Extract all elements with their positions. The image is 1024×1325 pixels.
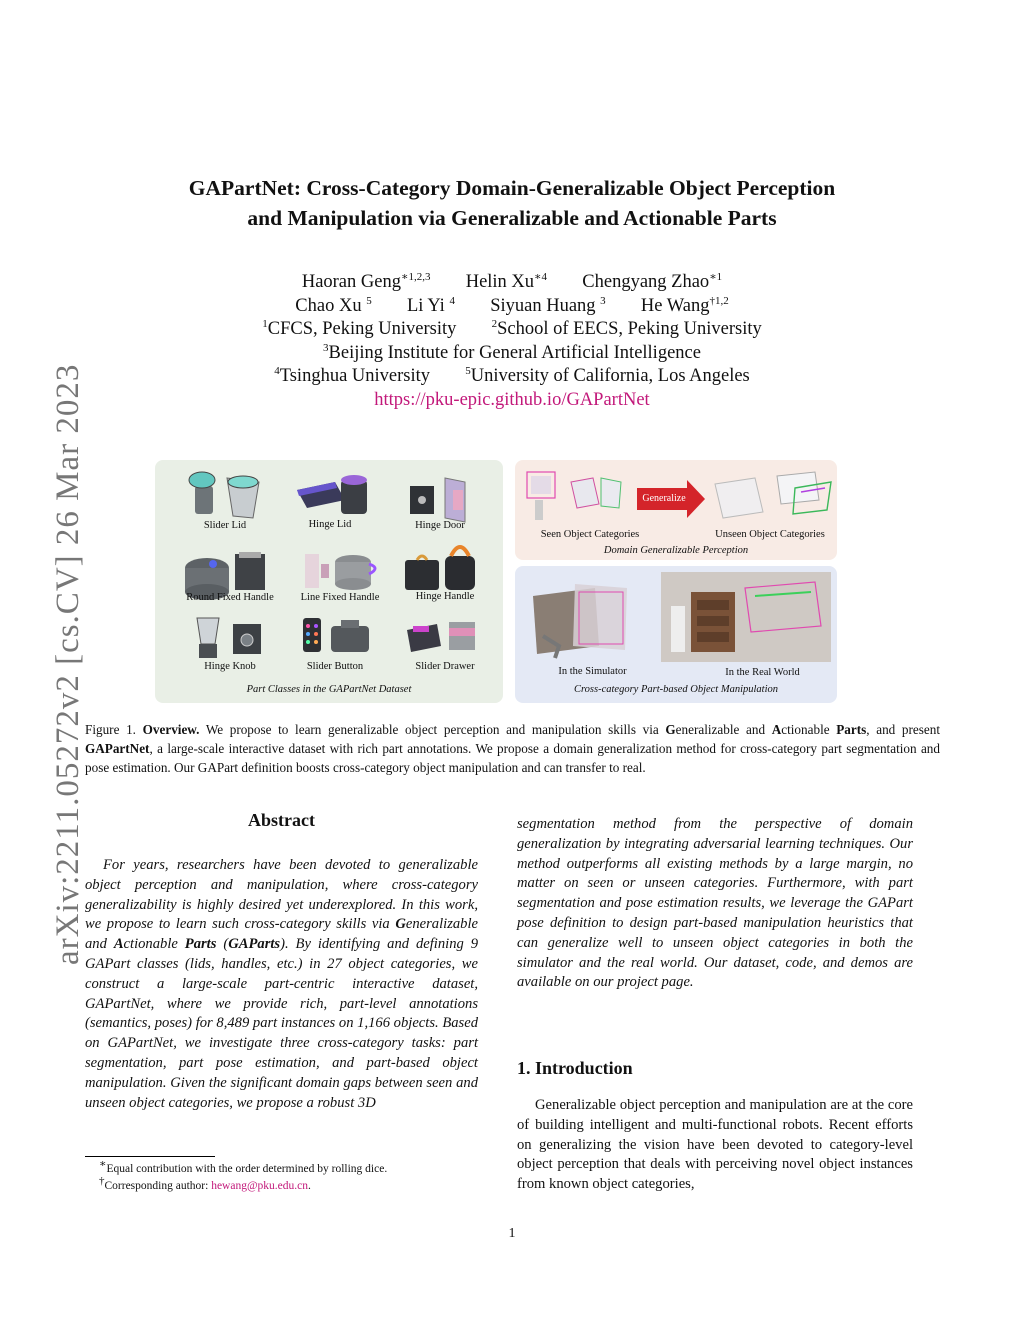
arxiv-stamp-text: arXiv:2211.05272v2 [cs.CV] 26 Mar 2023	[50, 363, 86, 965]
simulator-scene	[533, 584, 627, 658]
label-line-fixed-handle: Line Fixed Handle	[300, 592, 380, 603]
abstract-text: (	[223, 936, 229, 953]
introduction-body: Generalizable object perception and manipulation are at the core of building intelligent and multi-functional robots. Recent efforts on generalizing the vision have been devoted to category-level object perception that deals with perceiving novel object instances from known object categories,	[517, 1097, 913, 1193]
author-sup: 5	[366, 294, 372, 307]
title-line-2: and Manipulation via Generalizable and Actionable Parts	[247, 206, 777, 230]
figure-perception-panel	[515, 460, 837, 560]
abstract-a: A	[113, 936, 124, 953]
abstract-g: G	[395, 916, 406, 933]
author-sup: 3	[600, 294, 606, 307]
caption-text: ctionable	[781, 722, 830, 737]
slider-lid-thumb	[189, 472, 259, 518]
affiliation-line-1	[100, 318, 924, 342]
title-line-1: GAPartNet: Cross-Category Domain-Generalizable Object Perception	[188, 176, 836, 200]
project-link[interactable]: https://pku-epic.github.io/GAPartNet	[374, 389, 650, 410]
abstract-parts: Parts	[184, 936, 217, 953]
affiliation: School of EECS, Peking University	[497, 319, 762, 339]
abstract-text: eneralizable and	[85, 916, 479, 953]
hinge-knob-thumb	[197, 618, 261, 658]
aff-sup: 2	[491, 317, 498, 330]
real-world-label: In the Real World	[725, 667, 800, 678]
footnote-rule	[85, 1156, 215, 1157]
author-name: Chao Xu	[295, 295, 362, 316]
caption-lead: Overview.	[142, 722, 200, 737]
author-sup: ∗4	[534, 270, 548, 283]
affiliation: University of California, Los Angeles	[470, 366, 750, 386]
author-sup: ∗1	[709, 270, 723, 283]
bottom-right-caption: Cross-category Part-based Object Manipulation	[573, 684, 779, 695]
author-name: Haoran Geng	[301, 272, 401, 292]
label-hinge-knob: Hinge Knob	[204, 661, 256, 672]
affiliation: Tsinghua University	[279, 366, 431, 386]
email-link[interactable]: hewang@pku.edu.cn	[211, 1179, 308, 1192]
author-name: Helin Xu	[465, 272, 535, 292]
figure-manipulation-panel	[515, 566, 837, 703]
abstract-body	[85, 856, 478, 1113]
footnote-text: Corresponding author:	[104, 1179, 209, 1192]
abstract-text: ctionable	[123, 936, 178, 953]
seen-categories-label: Seen Object Categories	[540, 529, 640, 540]
footnote-2	[85, 1174, 478, 1195]
abstract-continued: segmentation method from the perspective of domain generalization by integrating adversarial learning techniques. Our method outperforms all existing methods by a large margin, no matter on seen or unseen categories. Furthermore, with part segmentation and pose estimation results, we leverage the GAPart pose definition to design part-based manipulation heuristics that can generalize well to unseen object categories in both the simulator and the real world. Our dataset, code, and demos are available on our project page.	[517, 816, 913, 991]
footnote-text: .	[308, 1179, 311, 1192]
caption-text: We propose to learn generalizable object perception and manipulation skills via	[205, 722, 659, 737]
hinge-handle-thumb	[405, 547, 475, 590]
abstract-text: For years, researchers have been devoted to generalizable object perception and manipulation, where cross-category generalizability is highly desired yet underexplored. In this work, we propose to learn such cross-category skills via	[85, 857, 478, 933]
real-world-scene	[661, 572, 831, 662]
project-link-line	[100, 389, 924, 413]
paper-title	[100, 173, 924, 233]
aff-sup: 1	[262, 317, 268, 330]
hinge-lid-thumb	[297, 475, 367, 514]
label-slider-drawer: Slider Drawer	[415, 661, 475, 672]
unseen-categories-label: Unseen Object Categories	[715, 529, 825, 540]
affiliation-line-2	[100, 342, 924, 366]
caption-text: , a large-scale interactive dataset with rich part annotations. We propose a domain generalization method for cross-category part segmentation and pose estimation. Our GAPart definition boosts cross-category object manipulation and can transfer to real.	[85, 741, 940, 775]
caption-a: A	[771, 722, 782, 737]
label-round-fixed-handle: Round Fixed Handle	[186, 592, 274, 603]
caption-text: eneralizable and	[675, 722, 766, 737]
label-slider-button: Slider Button	[306, 661, 364, 672]
affiliation: CFCS, Peking University	[267, 319, 457, 339]
footnote-1	[85, 1158, 478, 1178]
hinge-door-thumb	[410, 478, 465, 522]
abstract-heading: Abstract	[248, 810, 315, 830]
simulator-label: In the Simulator	[558, 666, 627, 677]
author-sup: †1,2	[709, 294, 729, 307]
author-sup: 4	[449, 294, 455, 307]
figure-part-classes-panel	[155, 460, 503, 703]
line-fixed-handle-thumb	[305, 554, 375, 590]
author-sup: ∗1,2,3	[400, 270, 431, 283]
abstract-text: ). By identifying and defining 9 GAPart classes (lids, handles, etc.) in 27 object categories, we construct a large-scale part-centric interactive dataset, GAPartNet, where we provide rich, part-level annotations (semantics, poses) for 8,489 part instances on 1,166 objects. Based on GAPartNet, we investigate three cross-category tasks: part segmentation, part pose estimation, and part-based object manipulation. Given the significant domain gaps between seen and unseen object categories, we propose a robust 3D	[85, 936, 479, 1111]
slider-drawer-thumb	[407, 622, 475, 652]
author-name: Chengyang Zhao	[582, 272, 710, 292]
caption-parts: Parts	[836, 722, 867, 737]
footnote-text: Equal contribution with the order determined by rolling dice.	[106, 1163, 388, 1175]
figure-caption	[85, 720, 940, 777]
aff-sup: 4	[274, 364, 280, 377]
footnotes	[85, 1158, 478, 1194]
aff-sup: 3	[323, 341, 329, 354]
caption-gapartnet: GAPartNet	[85, 741, 150, 756]
label-slider-lid: Slider Lid	[203, 520, 247, 531]
affiliation: Beijing Institute for General Artificial Intelligence	[328, 342, 701, 363]
caption-g: G	[665, 722, 676, 737]
caption-prefix: Figure 1.	[85, 722, 136, 737]
author-block	[100, 271, 924, 412]
unseen-categories-thumbs	[715, 472, 831, 518]
page-number: 1	[508, 1226, 516, 1241]
label-hinge-door: Hinge Door	[415, 520, 465, 531]
introduction-heading: 1. Introduction	[517, 1058, 633, 1078]
aff-sup: 5	[465, 364, 471, 377]
manipulation-illustration	[515, 566, 837, 703]
author-name: He Wang	[640, 295, 710, 316]
footnote-sup: †	[99, 1174, 105, 1187]
author-name: Li Yi	[406, 295, 445, 316]
label-hinge-lid: Hinge Lid	[308, 519, 352, 530]
author-name: Siyuan Huang	[490, 295, 596, 316]
slider-button-thumb	[303, 618, 369, 652]
footnote-sup: ∗	[99, 1158, 107, 1171]
author-line-2	[100, 295, 924, 319]
abstract-gaparts: GAParts	[228, 936, 281, 953]
author-line-1	[100, 271, 924, 295]
seen-categories-thumbs	[527, 472, 621, 520]
top-right-caption: Domain Generalizable Perception	[603, 545, 749, 556]
left-panel-caption: Part Classes in the GAPartNet Dataset	[246, 684, 412, 695]
generalize-label: Generalize	[642, 493, 686, 504]
label-hinge-handle: Hinge Handle	[415, 591, 475, 602]
caption-text: , and present	[866, 722, 941, 737]
affiliation-line-3	[100, 365, 924, 389]
